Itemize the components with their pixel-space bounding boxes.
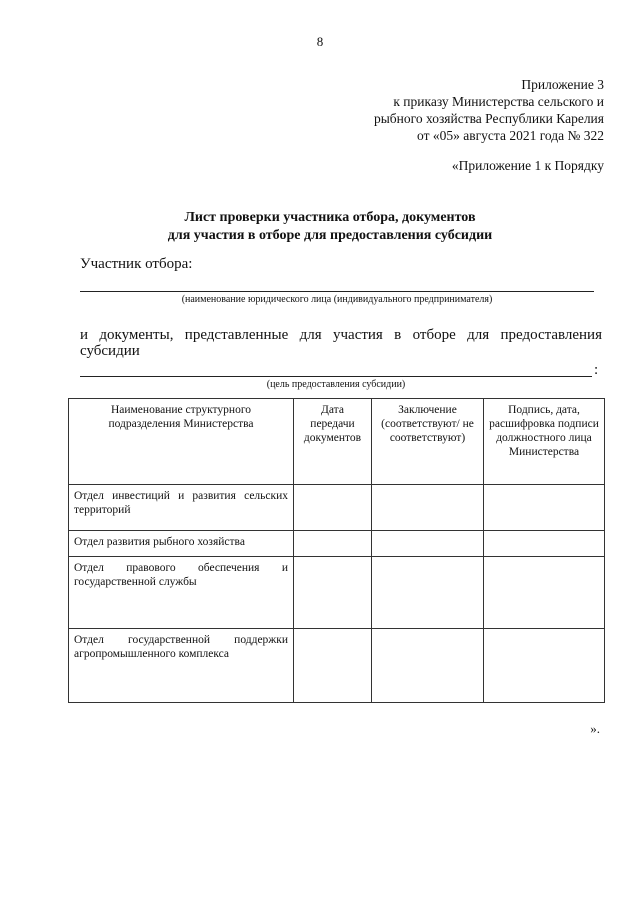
signature-cell bbox=[484, 629, 605, 703]
document-title-line2: для участия в отборе для предоставления субсидии bbox=[167, 228, 493, 243]
signature-cell bbox=[484, 531, 605, 557]
conclusion-cell bbox=[372, 531, 484, 557]
department-cell: Отдел развития рыбного хозяйства bbox=[69, 531, 294, 557]
header-signature: Подпись, дата, расшифровка подписи должностного лица Министерства bbox=[484, 399, 605, 485]
appendix-order-line: к приказу Министерства сельского и bbox=[393, 94, 604, 109]
signature-cell bbox=[484, 557, 605, 629]
department-cell: Отдел инвестиций и развития сельских территорий bbox=[69, 485, 294, 531]
appendix-title: Приложение 3 bbox=[521, 77, 604, 92]
header-transfer-date: Дата передачи документов bbox=[294, 399, 372, 485]
transfer-date-cell bbox=[294, 485, 372, 531]
header-department: Наименование структурного подразделения Министерства bbox=[69, 399, 294, 485]
closing-quote-mark: ». bbox=[590, 721, 600, 736]
header-conclusion: Заключение (соответствуют/ не соответствуют) bbox=[372, 399, 484, 485]
appendix-date-line: от «05» августа 2021 года № 322 bbox=[417, 128, 604, 143]
transfer-date-cell bbox=[294, 557, 372, 629]
documents-text-line2: субсидии bbox=[80, 343, 140, 359]
table-header-row bbox=[69, 399, 605, 485]
signature-cell bbox=[484, 485, 605, 531]
participant-label: Участник отбора: bbox=[80, 256, 193, 272]
conclusion-cell bbox=[372, 485, 484, 531]
department-cell: Отдел государственной поддержки агропромышленного комплекса bbox=[69, 629, 294, 703]
document-title-line1: Лист проверки участника отбора, документов bbox=[184, 210, 476, 225]
department-cell: Отдел правового обеспечения и государственной службы bbox=[69, 557, 294, 629]
participant-fill-line bbox=[80, 291, 594, 292]
table-row bbox=[69, 485, 605, 531]
check-table bbox=[68, 398, 605, 703]
table-row bbox=[69, 629, 605, 703]
appendix-ministry-line: рыбного хозяйства Республики Карелия bbox=[373, 111, 604, 126]
participant-caption: (наименование юридического лица (индивидуального предпринимателя) bbox=[181, 294, 493, 305]
conclusion-cell bbox=[372, 557, 484, 629]
transfer-date-cell bbox=[294, 629, 372, 703]
table-row bbox=[69, 557, 605, 629]
conclusion-cell bbox=[372, 629, 484, 703]
transfer-date-cell bbox=[294, 531, 372, 557]
appendix-procedure-line: «Приложение 1 к Порядку bbox=[451, 158, 604, 173]
page-number: 8 bbox=[316, 34, 324, 49]
purpose-fill-line bbox=[80, 376, 592, 377]
purpose-caption: (цель предоставления субсидии) bbox=[266, 379, 406, 390]
purpose-colon: : bbox=[594, 362, 599, 378]
table-row bbox=[69, 531, 605, 557]
documents-text-line1: и документы, представленные для участия в отборе для предоставления bbox=[80, 327, 602, 343]
